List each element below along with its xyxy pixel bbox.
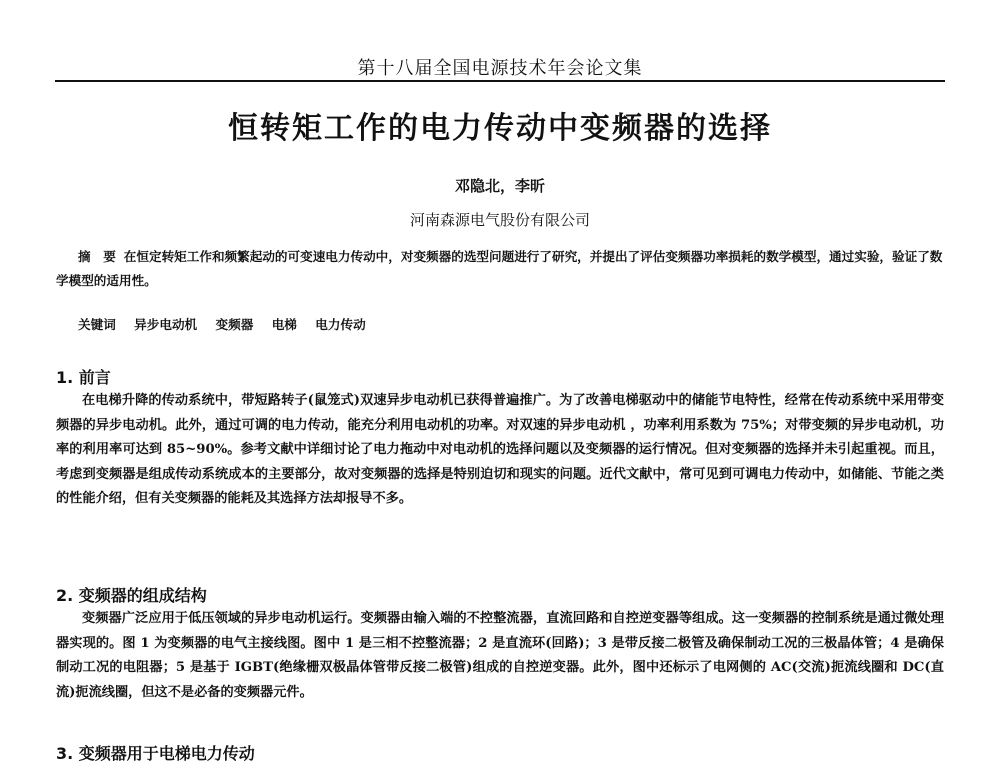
keyword-item: 变频器 <box>215 317 254 332</box>
paper-title: 恒转矩工作的电力传动中变频器的选择 <box>228 111 772 146</box>
section-body-structure: 变频器广泛应用于低压领域的异步电动机运行。变频器由输入端的不控整流器，直流回路和自控逆变器等组成。这一变频器的控制系统是通过微处理器实现的。图 1 为变频器的电气主接线图。图中 1 是三相不控整流器；2 是直流环(回路)；3 是带反接二极管及确保制动工况的三极晶体管；4 是确保制动工况的电阻器；5 是基于 IGBT(绝缘栅双极晶体管带反接二极管)组成的自控逆变器。此外，图中还标示了电网侧的 AC(交流)扼流线圈和 DC(直流)扼流线圈，但这不是必备的变频器元件。 <box>56 611 944 700</box>
section-heading-intro: 1. 前言 <box>56 368 111 387</box>
section-body-intro: 在电梯升降的传动系统中，带短路转子(鼠笼式)双速异步电动机已获得普遍推广。为了改善电梯驱动中的储能节电特性，经常在传动系统中采用带变频器的异步电动机。此外，通过可调的电力传动，能充分利用电动机的功率。对双速的异步电动机 ，功率利用系数为 75%；对带变频的异步电动机，功率的利用率可达到 85~90%。参考文献中详细讨论了电力拖动中对电动机的选择问题以及变频器的运行情况。但对变频器的选择并未引起重视。而且，考虑到变频器是组成传动系统成本的主要部分，故对变频器的选择是特别迫切和现实的问题。近代文献中，常可见到可调电力传动中，如储能、节能之类的性能介绍，但有关变频器的能耗及其选择方法却报导不多。 <box>56 393 944 506</box>
section-heading-structure: 2. 变频器的组成结构 <box>56 586 207 605</box>
header-rule <box>55 80 945 82</box>
keyword-item: 电力传动 <box>315 317 366 332</box>
abstract-text: 在恒定转矩工作和频繁起动的可变速电力传动中，对变频器的选型问题进行了研究，并提出了评估变频器功率损耗的数学模型，通过实验，验证了数学模型的适用性。 <box>56 249 943 288</box>
paper-affiliation: 河南森源电气股份有限公司 <box>409 211 590 229</box>
keyword-item: 电梯 <box>271 317 297 332</box>
abstract <box>56 245 944 293</box>
paper-authors: 邓隐北，李昕 <box>454 177 545 195</box>
abstract-label: 摘 要 <box>78 249 116 264</box>
running-header: 第十八届全国电源技术年会论文集 <box>357 58 643 79</box>
keywords-label: 关键词 <box>78 317 116 332</box>
keywords <box>78 314 380 333</box>
keyword-item: 异步电动机 <box>134 317 198 332</box>
section-heading-elevator: 3. 变频器用于电梯电力传动 <box>56 744 255 763</box>
